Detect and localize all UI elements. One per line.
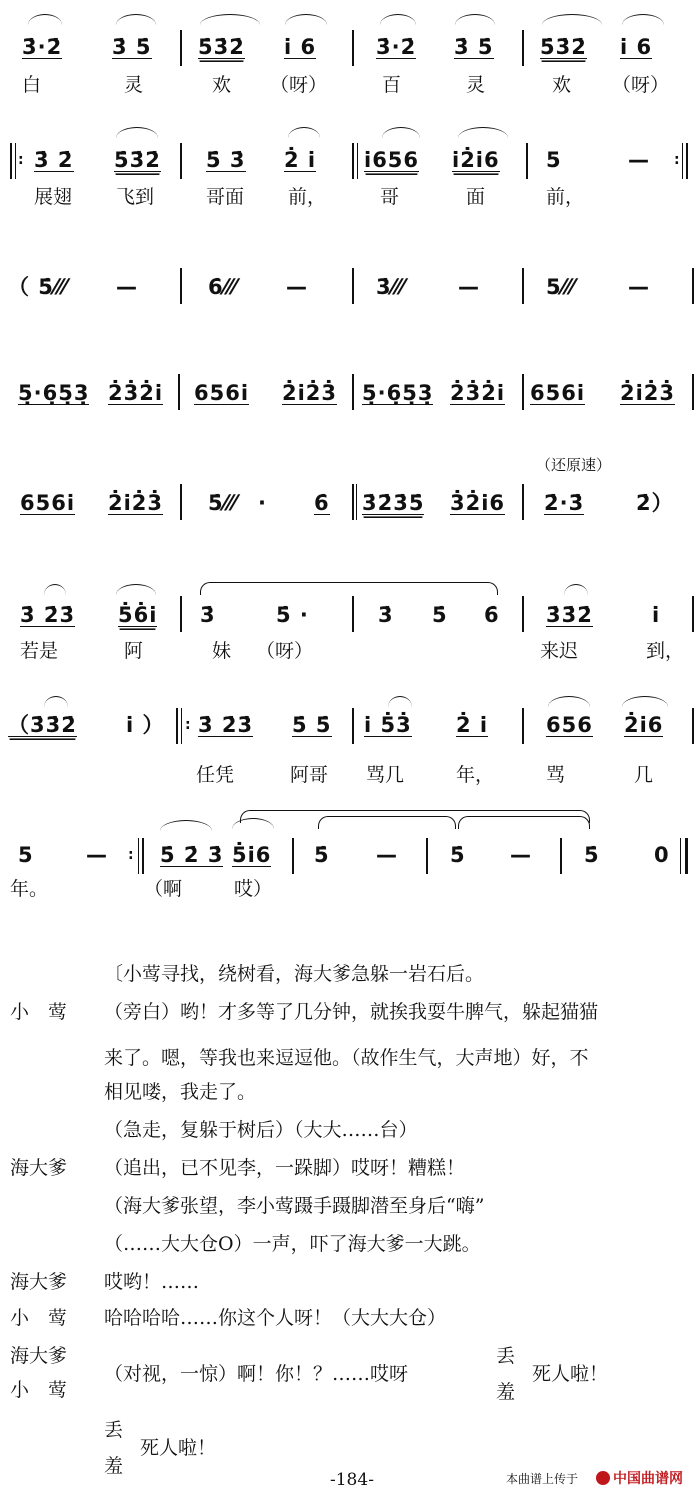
slur <box>458 127 508 138</box>
lyric: 前， <box>546 186 585 208</box>
slur <box>388 696 412 707</box>
repeat-end-thin <box>138 838 139 874</box>
slur <box>285 14 327 25</box>
note: 656i̇ <box>194 381 250 405</box>
barline <box>522 374 524 410</box>
barline <box>426 838 428 874</box>
note: — <box>510 843 532 867</box>
barline <box>352 268 354 304</box>
note: （3̇3̇2̇ <box>8 713 77 737</box>
stage-direction: （海大爹张望，李小莺蹑手蹑脚潜至身后“嗨” <box>104 1195 485 1217</box>
lyric: 骂几 <box>366 764 405 786</box>
lyric: 面 <box>466 186 486 208</box>
lyric: 阿 <box>124 640 144 662</box>
barline <box>522 30 524 66</box>
dialogue-word: 丢 <box>496 1345 516 1367</box>
slur <box>160 820 212 831</box>
lyric: 任凭 <box>196 764 235 786</box>
slur <box>455 14 495 25</box>
slur <box>44 584 66 595</box>
note: 3̇⁄⁄⁄ <box>376 275 406 299</box>
barline <box>180 484 182 520</box>
lyric: 白 <box>22 74 42 96</box>
lyric: 哥 <box>380 186 400 208</box>
note: 5̇ 3̇ <box>206 148 246 172</box>
dialogue-word: 羞 <box>104 1455 124 1477</box>
barline <box>522 268 524 304</box>
note: （ 5̇⁄⁄⁄ <box>8 275 68 299</box>
dialogue-line: 死人啦！ <box>140 1437 217 1459</box>
barline <box>178 374 180 410</box>
note: — <box>116 275 138 299</box>
lyric: （呀） <box>256 640 314 662</box>
score-row-4 <box>0 368 700 428</box>
note: 6̇ <box>484 603 500 627</box>
note: 3̇2̇i̇6 <box>450 491 506 515</box>
note: 3̇ <box>378 603 394 627</box>
lyric: 骂 <box>546 764 566 786</box>
stage-direction: 〔小莺寻找，绕树看，海大爹急躲一岩石后。 <box>104 963 485 985</box>
note: 3̇·2̇ <box>22 35 63 59</box>
note: i̇2̇i̇6 <box>452 148 500 172</box>
long-slur <box>200 582 498 595</box>
note: i̇656 <box>364 148 420 172</box>
slur <box>288 127 320 138</box>
speaker-name: 小 莺 <box>10 1307 68 1329</box>
score-row-7 <box>0 690 700 750</box>
barline <box>292 838 294 874</box>
repeat-start-thick <box>10 143 12 179</box>
note: 3̇ 5̇ <box>112 35 152 59</box>
lyric: 欢 <box>212 74 232 96</box>
repeat-start-thin <box>15 143 16 179</box>
slur <box>382 127 420 138</box>
lyric: 到， <box>646 640 685 662</box>
upload-credit: 本曲谱上传于 <box>506 1472 579 1486</box>
barline <box>560 838 562 874</box>
barline <box>352 30 354 66</box>
barline <box>352 484 354 520</box>
lyric: 阿哥 <box>290 764 329 786</box>
slur <box>200 14 260 25</box>
stage-direction: （急走，复躲于树后）（大大……台） <box>104 1119 418 1141</box>
repeat-dots: : <box>18 152 25 168</box>
note: 656i̇ <box>20 491 76 515</box>
barline <box>692 374 694 410</box>
note: 2̇i̇6 <box>624 713 664 737</box>
note: 2̇3̇2̇i̇ <box>450 381 506 405</box>
note: · <box>258 491 267 515</box>
dialogue-line: 哎哟！…… <box>104 1271 200 1293</box>
barline <box>180 596 182 632</box>
barline <box>352 596 354 632</box>
note: 5̇ <box>450 843 466 867</box>
lyric: 灵 <box>466 74 486 96</box>
score-row-6 <box>0 580 700 640</box>
note: 5̇ <box>432 603 448 627</box>
slur <box>380 14 416 25</box>
note: 6̇⁄⁄⁄ <box>208 275 238 299</box>
dialogue-line: 来了。嗯，等我也来逗逗他。（故作生气，大声地）好，不 <box>104 1047 589 1069</box>
score-row-8 <box>0 808 700 868</box>
note: 5̇ · <box>276 603 309 627</box>
note: 5̇⁄⁄⁄ <box>208 491 238 515</box>
slur <box>622 696 668 707</box>
lyric: 若是 <box>20 640 59 662</box>
slur <box>116 14 156 25</box>
dialogue-line: 相见喽，我走了。 <box>104 1081 257 1103</box>
dialogue-word: 丢 <box>104 1419 124 1441</box>
note: 2̇） <box>636 491 674 515</box>
note: 5̇ <box>584 843 600 867</box>
barline <box>180 268 182 304</box>
speaker-name: 小 莺 <box>10 1379 68 1401</box>
lyric: 百 <box>382 74 402 96</box>
repeat-dots: : <box>128 847 135 863</box>
note: 5̣·6̣5̣3̣ <box>18 381 90 405</box>
barline <box>522 484 524 520</box>
stage-direction: （……大大仓O）一声，吓了海大爹一大跳。 <box>104 1233 481 1255</box>
note: 3̇ <box>200 603 216 627</box>
barline <box>526 143 528 179</box>
note: 3̇ 2̇3̇ <box>20 603 76 627</box>
repeat-end-thick <box>142 838 144 874</box>
note: 3̇ 5̇ <box>454 35 494 59</box>
score-row-5 <box>0 476 700 536</box>
note: 3̇2̇3̇5̇ <box>362 491 425 515</box>
site-logo-text: 中国曲谱网 <box>613 1471 683 1487</box>
slur <box>116 584 156 595</box>
note: i̇ ） <box>126 713 165 737</box>
repeat-end-thin <box>682 143 683 179</box>
barline <box>692 708 694 744</box>
lyric: 来迟 <box>540 640 579 662</box>
note: 5̇ 5̇ <box>292 713 332 737</box>
lyric: 年。 <box>10 878 49 900</box>
barline <box>180 143 182 179</box>
barline <box>356 484 357 520</box>
site-logo <box>596 1468 683 1488</box>
logo-icon <box>596 1471 610 1485</box>
lyric: 飞到 <box>116 186 155 208</box>
score-row-2 <box>0 125 700 185</box>
dialogue-line: （旁白）哟！才多等了几分钟，就挨我耍牛脾气，躲起猫猫 <box>104 1001 599 1023</box>
note: 2̇i̇2̇3̇ <box>282 381 338 405</box>
lyric: （呀） <box>270 74 328 96</box>
note: 5̇ 2̇ 3̇ <box>160 843 224 867</box>
lyric: 欢 <box>552 74 572 96</box>
repeat-dots: : <box>674 152 681 168</box>
repeat-end-thick <box>686 143 688 179</box>
final-barline-thick <box>685 838 688 874</box>
final-barline-thin <box>680 838 681 874</box>
note: 2̇i̇2̇3̇ <box>108 491 164 515</box>
note: — <box>376 843 398 867</box>
speaker-name: 小 莺 <box>10 1001 68 1023</box>
note: i̇ 5̇3̇ <box>364 713 412 737</box>
lyric: 灵 <box>124 74 144 96</box>
slur <box>44 696 68 707</box>
dialogue-line: （对视，一惊）啊！你！？……哎呀 <box>104 1363 409 1385</box>
note: 2̇ i̇ <box>456 713 489 737</box>
note: — <box>628 148 650 172</box>
lyric: 展翅 <box>34 186 73 208</box>
note: 5̇6̇i̇ <box>118 603 158 627</box>
lyric: 前， <box>288 186 327 208</box>
lyric: 哎） <box>234 878 273 900</box>
note: 2̇ i̇ <box>284 148 317 172</box>
note: 6̇ <box>314 491 330 515</box>
page-number: -184- <box>330 1470 374 1490</box>
note: 5⁄⁄⁄ <box>546 275 576 299</box>
note: 2̇·3̇ <box>544 491 585 515</box>
dialogue-word: 羞 <box>496 1381 516 1403</box>
speaker-name: 海大爹 <box>10 1345 68 1367</box>
tempo-marking: （还原速） <box>536 456 612 474</box>
slur <box>28 14 62 25</box>
note: 3̇·2̇ <box>376 35 417 59</box>
note: — <box>628 275 650 299</box>
note: 3̇ 2̇ <box>34 148 74 172</box>
note: 2̇3̇2̇i̇ <box>108 381 164 405</box>
lyric: （啊 <box>144 878 183 900</box>
speaker-name: 海大爹 <box>10 1271 68 1293</box>
note: 0 <box>654 843 670 867</box>
repeat-dots: : <box>185 717 192 733</box>
repeat-start-thin <box>181 708 182 744</box>
repeat-start-thick <box>176 708 178 744</box>
note: — <box>286 275 308 299</box>
score-row-1 <box>0 10 700 70</box>
speaker-name: 海大爹 <box>10 1157 68 1179</box>
lyric: 哥面 <box>206 186 245 208</box>
note: 5 <box>18 843 34 867</box>
slur <box>542 14 602 25</box>
note: 3̇3̇2̇ <box>546 603 593 627</box>
dialogue-line: 死人啦！ <box>532 1363 609 1385</box>
note: — <box>86 843 108 867</box>
dialogue-line: 哈哈哈哈……你这个人呀！（大大大仓） <box>104 1307 447 1329</box>
note: 3̇ 2̇3̇ <box>198 713 254 737</box>
note: — <box>458 275 480 299</box>
barline <box>357 143 358 179</box>
score-row-3 <box>0 260 700 320</box>
note: 5̇3̇2̇ <box>114 148 161 172</box>
note: 5̇3̇2̇ <box>198 35 245 59</box>
lyric: 几 <box>634 764 654 786</box>
note: i̇ 6 <box>620 35 653 59</box>
slur <box>116 127 158 138</box>
note: i̇ <box>652 603 661 627</box>
slur <box>622 14 664 25</box>
barline <box>180 30 182 66</box>
note: i̇ 6 <box>284 35 317 59</box>
barline <box>522 596 524 632</box>
note: 656i̇ <box>530 381 586 405</box>
note: 5̣·6̣5̣3̣ <box>362 381 434 405</box>
dialogue-line: （追出，已不见李，一跺脚）哎呀！糟糕！ <box>104 1157 466 1179</box>
lyric: 年， <box>456 764 495 786</box>
slur <box>564 584 588 595</box>
barline <box>692 268 694 304</box>
note: 5̇ <box>314 843 330 867</box>
lyric: （呀） <box>612 74 670 96</box>
barline <box>352 374 354 410</box>
barline <box>692 596 694 632</box>
tie <box>318 816 456 829</box>
note: 5̇3̇2̇ <box>540 35 587 59</box>
barline <box>352 708 354 744</box>
slur <box>548 696 590 707</box>
lyric: 妹 <box>212 640 232 662</box>
note: 656 <box>546 713 593 737</box>
note: 2̇i̇2̇3̇ <box>620 381 676 405</box>
note: 5̇i̇6 <box>232 843 272 867</box>
barline <box>352 143 354 179</box>
barline <box>522 708 524 744</box>
note: 5 <box>546 148 562 172</box>
tie <box>458 816 590 829</box>
